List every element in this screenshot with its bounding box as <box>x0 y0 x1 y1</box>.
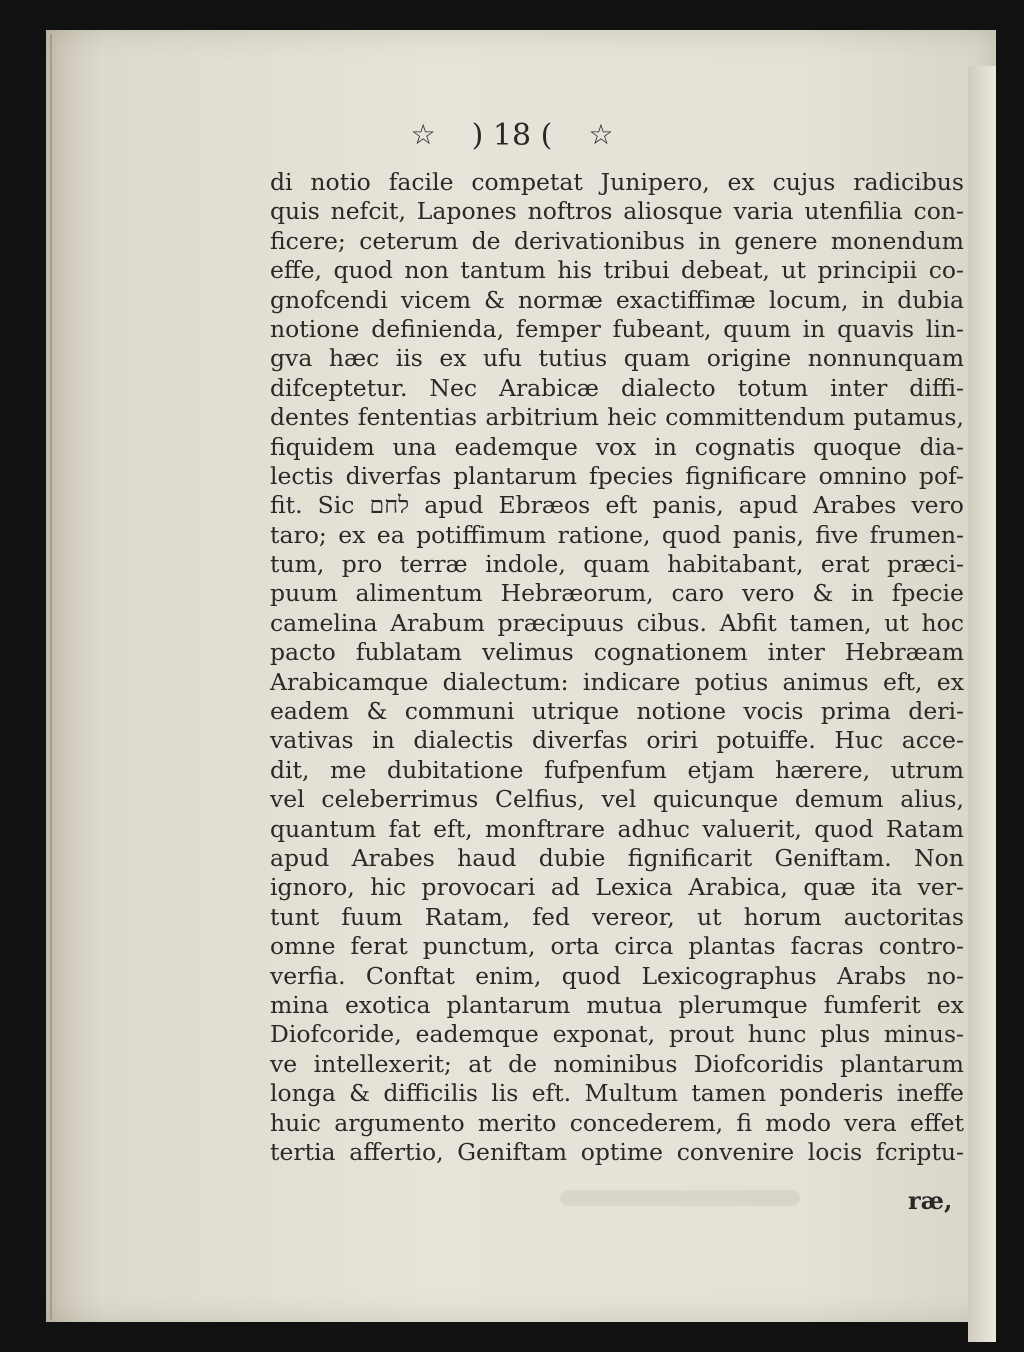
star-ornament-left: ☆ <box>410 118 436 151</box>
text-line: vativas in dialectis diverfas oriri potuiffe. Huc acce- <box>270 726 964 755</box>
text-line: ignoro, hic provocari ad Lexica Arabica, quæ ita ver- <box>270 873 964 902</box>
text-line: huic argumento merito concederem, fi modo vera effet <box>270 1108 964 1137</box>
text-line: longa & difficilis lis eft. Multum tamen ponderis ineffe <box>270 1079 964 1108</box>
text-line: Arabicamque dialectum: indicare potius animus eft, ex <box>270 667 964 696</box>
text-line: pacto fublatam velimus cognationem inter Hebræam <box>270 638 964 667</box>
body-text <box>270 168 964 1167</box>
text-line: difceptetur. Nec Arabicæ dialecto totum inter diffi- <box>270 373 964 402</box>
text-line: eadem & communi utrique notione vocis prima deri- <box>270 697 964 726</box>
ink-smudge <box>560 1190 800 1206</box>
text-line: taro; ex ea potiffimum ratione, quod panis, five frumen- <box>270 520 964 549</box>
text-line: mina exotica plantarum mutua plerumque fumferit ex <box>270 990 964 1019</box>
text-line: ficere; ceterum de derivationibus in genere monendum <box>270 226 964 255</box>
page-edge <box>968 66 996 1342</box>
text-line: apud Arabes haud dubie fignificarit Geniftam. Non <box>270 843 964 872</box>
page-number: ) 18 ( <box>471 118 553 153</box>
text-line: verfia. Conftat enim, quod Lexicographus Arabs no- <box>270 961 964 990</box>
text-line: Diofcoride, eademque exponat, prout hunc plus minus- <box>270 1020 964 1049</box>
star-ornament-right: ☆ <box>588 118 614 151</box>
text-line: tum, pro terræ indole, quam habitabant, erat præci- <box>270 550 964 579</box>
text-line: effe, quod non tantum his tribui debeat, ut principii co- <box>270 256 964 285</box>
catchword: ræ, <box>908 1186 953 1215</box>
text-line: dit, me dubitatione fufpenfum etjam hærere, utrum <box>270 755 964 784</box>
text-line: puum alimentum Hebræorum, caro vero & in fpecie <box>270 579 964 608</box>
text-line: tunt fuum Ratam, fed vereor, ut horum auctoritas <box>270 902 964 931</box>
text-line: lectis diverfas plantarum fpecies fignificare omnino pof- <box>270 461 964 490</box>
text-line: di notio facile competat Junipero, ex cujus radicibus <box>270 168 964 196</box>
spine-shadow <box>50 34 52 1320</box>
text-line: ve intellexerit; at de nominibus Diofcoridis plantarum <box>270 1049 964 1078</box>
text-line: tertia affertio, Geniftam optime convenire locis fcriptu- <box>270 1137 964 1166</box>
text-line: quis nefcit, Lapones noftros aliosque varia utenfilia con- <box>270 197 964 226</box>
text-line: notione definienda, femper fubeant, quum in quavis lin- <box>270 314 964 343</box>
text-line: fiquidem una eademque vox in cognatis quoque dia- <box>270 432 964 461</box>
text-line: omne ferat punctum, orta circa plantas facras contro- <box>270 932 964 961</box>
text-line: quantum fat eft, monftrare adhuc valuerit, quod Ratam <box>270 814 964 843</box>
text-line: fit. Sic לחם apud Ebræos eft panis, apud Arabes vero <box>270 491 964 520</box>
text-line: gva hæc iis ex ufu tutius quam origine nonnunquam <box>270 344 964 373</box>
text-line: gnofcendi vicem & normæ exactiffimæ locum, in dubia <box>270 285 964 314</box>
text-line: camelina Arabum præcipuus cibus. Abfit tamen, ut hoc <box>270 608 964 637</box>
text-line: vel celeberrimus Celfius, vel quicunque demum alius, <box>270 785 964 814</box>
running-head <box>0 118 1024 153</box>
text-line: dentes fententias arbitrium heic committendum putamus, <box>270 403 964 432</box>
